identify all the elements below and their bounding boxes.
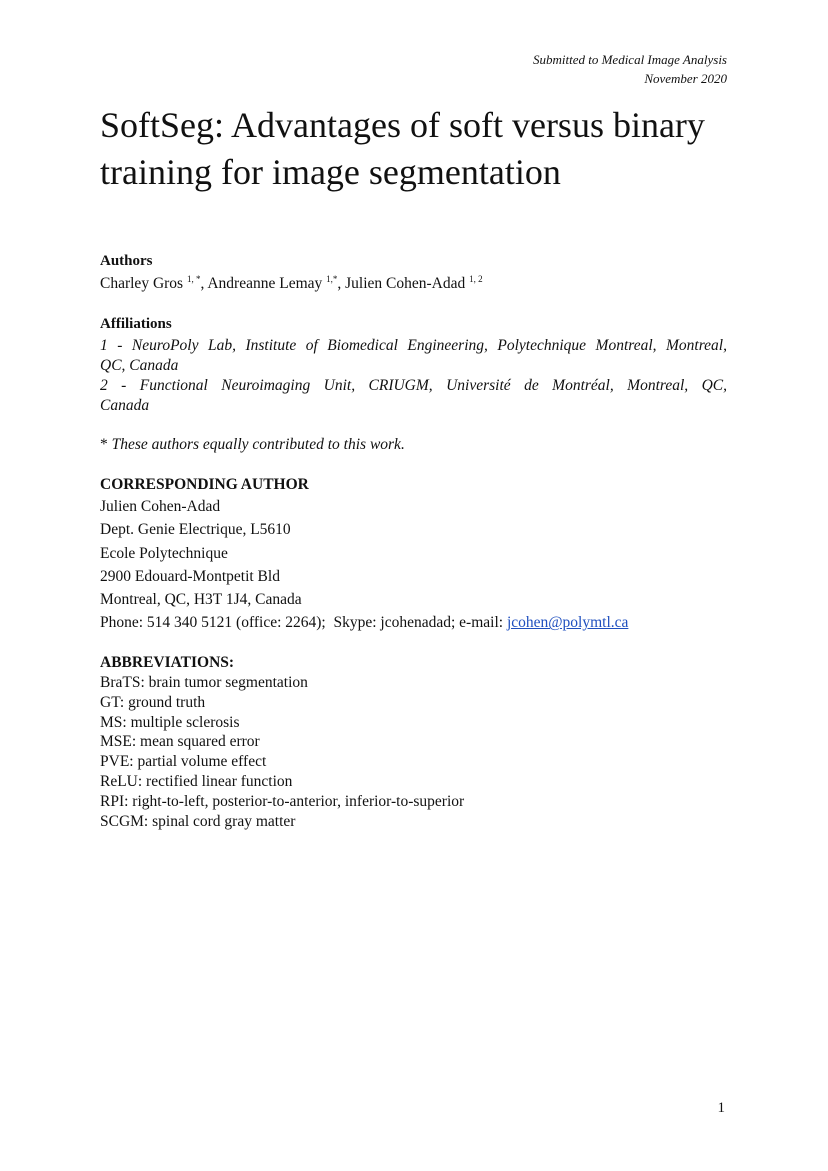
abbreviation-item: RPI: right-to-left, posterior-to-anterior, inferior-to-superior (100, 792, 465, 810)
address-line: Ecole Polytechnique (100, 544, 228, 562)
address-line: Montreal, QC, H3T 1J4, Canada (100, 591, 302, 609)
affiliations-heading: Affiliations (100, 316, 172, 332)
authors-heading: Authors (100, 253, 153, 269)
abbreviation-item: PVE: partial volume effect (100, 753, 267, 771)
equal-contribution-note (100, 435, 727, 455)
contact-line (100, 611, 727, 634)
submission-date: November 2020 (644, 71, 727, 86)
paper-title: SoftSeg: Advantages of soft versus binary training for image segmentation (100, 105, 705, 192)
author-affiliation-mark: 1,* (326, 274, 338, 284)
journal-note: Submitted to Medical Image Analysis (532, 52, 727, 67)
affiliation-2-line-1: 2 - Functional Neuroimaging Unit, CRIUGM, Université de Montréal, Montreal, QC, (100, 377, 727, 394)
author-list: Charley Gros $^{1, *}$, Andreanne Lemay $^{1,*}$, Julien Cohen-Adad $^{1, 2}$ (100, 274, 483, 292)
abbreviation-item: GT: ground truth (100, 693, 206, 711)
equal-contribution-text: These authors equally contributed to this work. (111, 436, 405, 453)
address-line: 2900 Edouard-Montpetit Bld (100, 567, 280, 585)
author-name: Charley Gros (100, 275, 184, 292)
affiliation-2-line-2: Canada (100, 397, 150, 414)
contact-info: Phone: 514 340 5121 (office: 2264); Skype: jcohenadad; e-mail: (100, 614, 507, 632)
abbreviation-item: MS: multiple sclerosis (100, 713, 240, 731)
affiliation-1-line-1: 1 - NeuroPoly Lab, Institute of Biomedical Engineering, Polytechnique Montreal, Montreal, (100, 337, 727, 354)
author-affiliation-mark: 1, 2 (469, 274, 483, 284)
corresponding-author-heading: CORRESPONDING AUTHOR (100, 476, 309, 493)
page-number: 1 (717, 1100, 725, 1116)
authors-section (100, 251, 727, 294)
affiliation-1-line-2: QC, Canada (100, 357, 179, 374)
abbreviation-item: ReLU: rectified linear function (100, 772, 293, 790)
corresponding-author-section (100, 475, 727, 635)
affiliations-section (100, 314, 727, 416)
author-affiliation-mark: 1, * (186, 274, 201, 284)
address-line: Dept. Genie Electrique, L5610 (100, 521, 291, 539)
abbreviation-item: MSE: mean squared error (100, 733, 260, 751)
author-name: Julien Cohen-Adad (345, 275, 466, 292)
author-name: Andreanne Lemay (207, 275, 323, 292)
abbreviation-item: BraTS: brain tumor segmentation (100, 674, 308, 691)
asterisk-mark: * (100, 436, 108, 453)
abbreviation-item: SCGM: spinal cord gray matter (100, 812, 296, 830)
email-link[interactable]: jcohen@polymtl.ca (506, 614, 629, 632)
abbreviations-heading: ABBREVIATIONS: (100, 654, 235, 671)
corresponding-author-name: Julien Cohen-Adad (100, 498, 221, 515)
abbreviations-section (100, 653, 727, 831)
